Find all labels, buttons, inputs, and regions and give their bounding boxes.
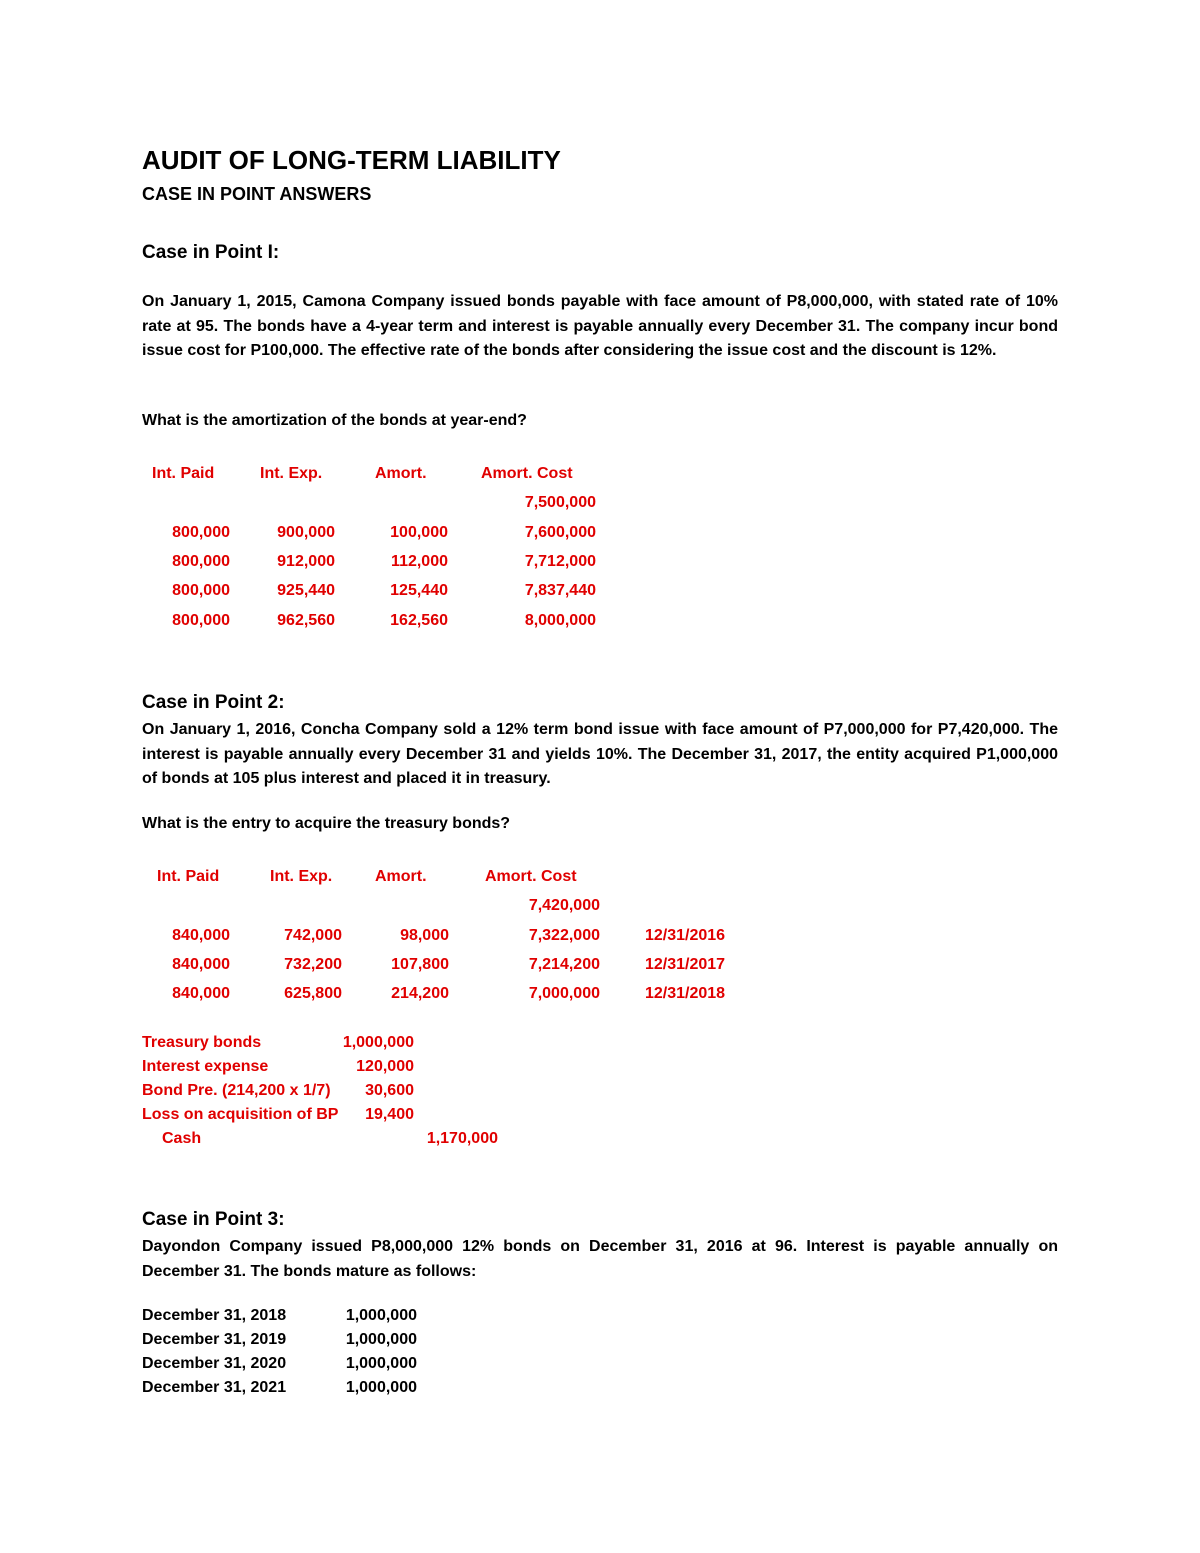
- maturity-amount: 1,000,000: [345, 1307, 417, 1324]
- entry-account: Bond Pre. (214,200 x 1/7): [142, 1082, 331, 1099]
- col-header-int-paid: Int. Paid: [157, 868, 220, 885]
- table-cell: 162,560: [390, 612, 448, 629]
- table-cell: 125,440: [390, 582, 448, 599]
- case3-paragraph: Dayondon Company issued P8,000,000 12% bonds on December 31, 2016 at 96. Interest is payable annually on December 31. The bonds mature as follows:: [142, 1238, 1058, 1280]
- table-cell: 7,600,000: [524, 524, 596, 541]
- entry-account: Treasury bonds: [142, 1034, 262, 1051]
- entry-debit: 120,000: [356, 1058, 414, 1075]
- page-title: AUDIT OF LONG-TERM LIABILITY: [142, 145, 561, 175]
- table-cell: 7,712,000: [524, 553, 596, 570]
- case1-heading: Case in Point I:: [142, 242, 280, 263]
- table-cell: 98,000: [400, 927, 449, 944]
- table-cell: 8,000,000: [524, 612, 596, 629]
- entry-debit: 30,600: [365, 1082, 414, 1099]
- col-header-int-exp: Int. Exp.: [260, 465, 323, 482]
- entry-account: Loss on acquisition of BP: [142, 1106, 339, 1123]
- entry-debit: 19,400: [365, 1106, 414, 1123]
- table-cell: 625,800: [284, 985, 342, 1002]
- case3-heading: Case in Point 3:: [142, 1209, 285, 1230]
- maturity-date: December 31, 2018: [142, 1307, 287, 1324]
- maturity-amount: 1,000,000: [345, 1331, 417, 1348]
- table-cell: 107,800: [391, 956, 449, 973]
- table-date-cell: 12/31/2018: [645, 985, 726, 1002]
- table-cell: 800,000: [172, 553, 230, 570]
- col-header-int-paid: Int. Paid: [152, 465, 215, 482]
- table-cell: 800,000: [172, 524, 230, 541]
- table-cell: 925,440: [277, 582, 335, 599]
- table-cell: 912,000: [277, 553, 335, 570]
- case2-question: What is the entry to acquire the treasury bonds?: [142, 815, 511, 832]
- table-cell: 112,000: [391, 553, 448, 570]
- entry-account: Cash: [162, 1130, 202, 1147]
- maturity-amount: 1,000,000: [345, 1379, 417, 1396]
- col-header-amort: Amort.: [375, 465, 427, 482]
- entry-account: Interest expense: [142, 1058, 269, 1075]
- col-header-amort: Amort.: [375, 868, 427, 885]
- table-cell: 962,560: [277, 612, 335, 629]
- table-date-cell: 12/31/2016: [645, 927, 726, 944]
- table-cell: 100,000: [390, 524, 448, 541]
- table-cell: 800,000: [172, 612, 230, 629]
- table-cell: 214,200: [391, 985, 449, 1002]
- table-cell: 840,000: [172, 956, 230, 973]
- maturity-date: December 31, 2020: [142, 1355, 287, 1372]
- initial-amort-cost: 7,500,000: [524, 494, 596, 511]
- table-cell: 840,000: [172, 985, 230, 1002]
- table-cell: 7,322,000: [528, 927, 600, 944]
- case2-paragraph: On January 1, 2016, Concha Company sold a 12% term bond issue with face amount of P7,000,000 for P7,420,000. The interest is payable annually every December 31 and yields 10%. The December 31, 2017, the entity acquired P1,000,000 of bonds at 105 plus interest and placed it in treasury.: [142, 721, 1058, 787]
- entry-debit: 1,000,000: [342, 1034, 414, 1051]
- entry-credit: 1,170,000: [426, 1130, 498, 1147]
- case1-question: What is the amortization of the bonds at year-end?: [142, 412, 527, 429]
- table-date-cell: 12/31/2017: [645, 956, 726, 973]
- table-cell: 800,000: [172, 582, 230, 599]
- col-header-amort-cost: Amort. Cost: [481, 465, 573, 482]
- case1-paragraph: On January 1, 2015, Camona Company issued bonds payable with face amount of P8,000,000, with stated rate of 10% rate at 95. The bonds have a 4-year term and interest is payable annually every December 31. The company incur bond issue cost for P100,000. The effective rate of the bonds after considering the issue cost and the discount is 12%.: [142, 293, 1058, 359]
- maturity-date: December 31, 2021: [142, 1379, 287, 1396]
- initial-amort-cost: 7,420,000: [528, 897, 600, 914]
- case2-heading: Case in Point 2:: [142, 692, 285, 713]
- maturity-date: December 31, 2019: [142, 1331, 287, 1348]
- page-subtitle: CASE IN POINT ANSWERS: [142, 184, 372, 204]
- table-cell: 7,837,440: [524, 582, 596, 599]
- table-cell: 840,000: [172, 927, 230, 944]
- table-cell: 732,200: [284, 956, 342, 973]
- maturity-amount: 1,000,000: [345, 1355, 417, 1372]
- col-header-amort-cost: Amort. Cost: [485, 868, 577, 885]
- table-cell: 7,000,000: [528, 985, 600, 1002]
- col-header-int-exp: Int. Exp.: [270, 868, 333, 885]
- table-cell: 742,000: [284, 927, 342, 944]
- table-cell: 900,000: [277, 524, 335, 541]
- table-cell: 7,214,200: [528, 956, 600, 973]
